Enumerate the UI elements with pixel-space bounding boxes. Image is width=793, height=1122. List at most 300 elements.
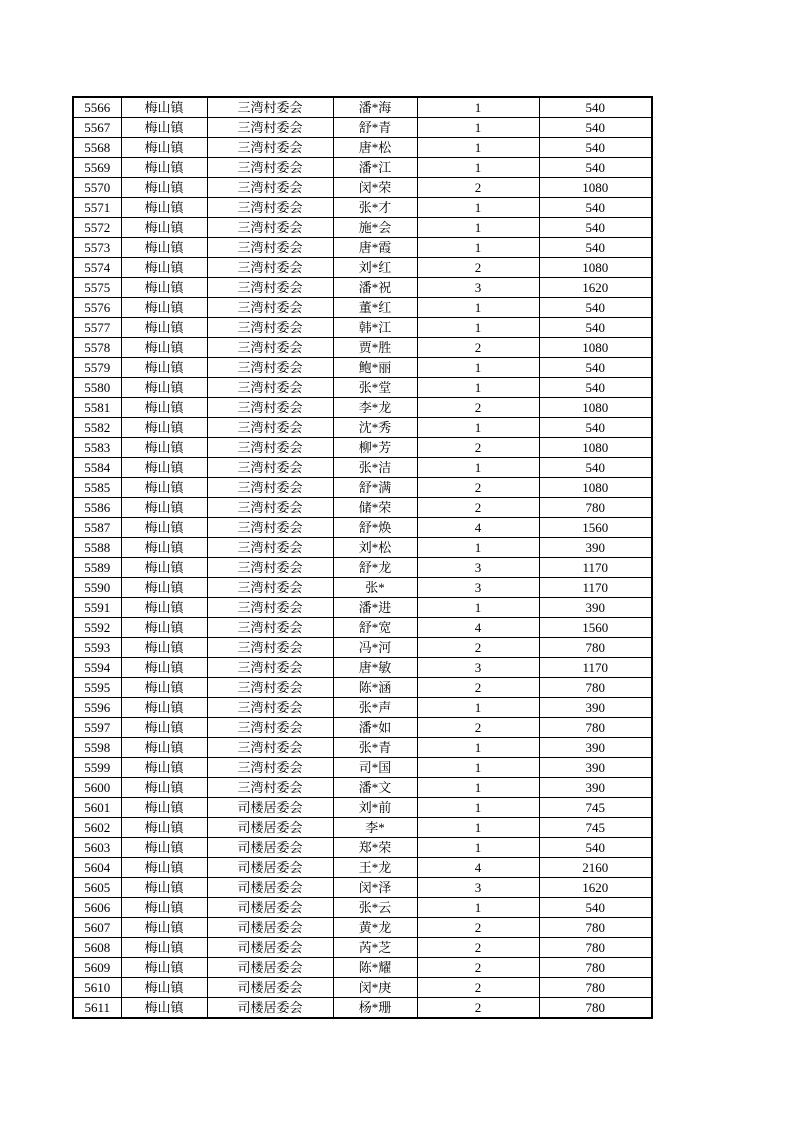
name-cell: 冯*河 — [333, 638, 417, 658]
count-cell: 1 — [417, 778, 539, 798]
name-cell: 杨*珊 — [333, 998, 417, 1019]
name-cell: 唐*敏 — [333, 658, 417, 678]
village-committee-cell: 司楼居委会 — [207, 958, 333, 978]
table-row — [73, 258, 652, 278]
town-cell: 梅山镇 — [121, 358, 207, 378]
village-committee-cell: 三湾村委会 — [207, 178, 333, 198]
town-cell: 梅山镇 — [121, 498, 207, 518]
village-committee-cell: 三湾村委会 — [207, 278, 333, 298]
table-row — [73, 518, 652, 538]
amount-cell: 390 — [539, 778, 652, 798]
count-cell: 1 — [417, 378, 539, 398]
table-row — [73, 238, 652, 258]
name-cell: 陈*耀 — [333, 958, 417, 978]
count-cell: 4 — [417, 858, 539, 878]
table-row — [73, 878, 652, 898]
table-row — [73, 998, 652, 1019]
table-row — [73, 398, 652, 418]
village-committee-cell: 司楼居委会 — [207, 878, 333, 898]
table-row — [73, 838, 652, 858]
record-number-cell: 5608 — [73, 938, 121, 958]
town-cell: 梅山镇 — [121, 938, 207, 958]
town-cell: 梅山镇 — [121, 398, 207, 418]
amount-cell: 780 — [539, 678, 652, 698]
record-number-cell: 5600 — [73, 778, 121, 798]
amount-cell: 1080 — [539, 398, 652, 418]
count-cell: 1 — [417, 758, 539, 778]
record-number-cell: 5580 — [73, 378, 121, 398]
count-cell: 1 — [417, 898, 539, 918]
town-cell: 梅山镇 — [121, 138, 207, 158]
amount-cell: 540 — [539, 218, 652, 238]
record-number-cell: 5599 — [73, 758, 121, 778]
village-committee-cell: 三湾村委会 — [207, 218, 333, 238]
amount-cell: 1560 — [539, 518, 652, 538]
table-row — [73, 638, 652, 658]
amount-cell: 390 — [539, 738, 652, 758]
name-cell: 张*青 — [333, 738, 417, 758]
count-cell: 1 — [417, 458, 539, 478]
table-row — [73, 618, 652, 638]
village-committee-cell: 司楼居委会 — [207, 998, 333, 1019]
town-cell: 梅山镇 — [121, 878, 207, 898]
name-cell: 唐*霞 — [333, 238, 417, 258]
count-cell: 1 — [417, 698, 539, 718]
village-committee-cell: 三湾村委会 — [207, 398, 333, 418]
table-row — [73, 858, 652, 878]
amount-cell: 1620 — [539, 878, 652, 898]
name-cell: 张*堂 — [333, 378, 417, 398]
town-cell: 梅山镇 — [121, 218, 207, 238]
record-number-cell: 5572 — [73, 218, 121, 238]
town-cell: 梅山镇 — [121, 178, 207, 198]
count-cell: 2 — [417, 918, 539, 938]
town-cell: 梅山镇 — [121, 298, 207, 318]
count-cell: 1 — [417, 238, 539, 258]
amount-cell: 780 — [539, 498, 652, 518]
village-committee-cell: 三湾村委会 — [207, 158, 333, 178]
record-number-cell: 5576 — [73, 298, 121, 318]
table-row — [73, 958, 652, 978]
town-cell: 梅山镇 — [121, 718, 207, 738]
town-cell: 梅山镇 — [121, 538, 207, 558]
roster-table — [72, 96, 653, 1019]
table-row — [73, 658, 652, 678]
table-row — [73, 158, 652, 178]
amount-cell: 2160 — [539, 858, 652, 878]
table-row — [73, 418, 652, 438]
amount-cell: 1080 — [539, 438, 652, 458]
village-committee-cell: 三湾村委会 — [207, 358, 333, 378]
count-cell: 1 — [417, 118, 539, 138]
name-cell: 刘*松 — [333, 538, 417, 558]
count-cell: 1 — [417, 298, 539, 318]
town-cell: 梅山镇 — [121, 518, 207, 538]
village-committee-cell: 三湾村委会 — [207, 778, 333, 798]
table-row — [73, 97, 652, 118]
table-row — [73, 678, 652, 698]
amount-cell: 1170 — [539, 658, 652, 678]
name-cell: 董*红 — [333, 298, 417, 318]
amount-cell: 1080 — [539, 258, 652, 278]
town-cell: 梅山镇 — [121, 858, 207, 878]
amount-cell: 780 — [539, 958, 652, 978]
name-cell: 闵*泽 — [333, 878, 417, 898]
village-committee-cell: 三湾村委会 — [207, 718, 333, 738]
table-row — [73, 558, 652, 578]
amount-cell: 540 — [539, 418, 652, 438]
name-cell: 潘*进 — [333, 598, 417, 618]
town-cell: 梅山镇 — [121, 458, 207, 478]
count-cell: 2 — [417, 938, 539, 958]
name-cell: 舒*青 — [333, 118, 417, 138]
amount-cell: 540 — [539, 238, 652, 258]
village-committee-cell: 三湾村委会 — [207, 438, 333, 458]
table-row — [73, 718, 652, 738]
name-cell: 张*云 — [333, 898, 417, 918]
name-cell: 芮*芝 — [333, 938, 417, 958]
town-cell: 梅山镇 — [121, 678, 207, 698]
town-cell: 梅山镇 — [121, 158, 207, 178]
village-committee-cell: 三湾村委会 — [207, 598, 333, 618]
roster-body — [73, 97, 652, 1018]
record-number-cell: 5567 — [73, 118, 121, 138]
name-cell: 张*才 — [333, 198, 417, 218]
town-cell: 梅山镇 — [121, 698, 207, 718]
name-cell: 舒*龙 — [333, 558, 417, 578]
count-cell: 1 — [417, 318, 539, 338]
record-number-cell: 5598 — [73, 738, 121, 758]
amount-cell: 540 — [539, 458, 652, 478]
count-cell: 1 — [417, 538, 539, 558]
village-committee-cell: 司楼居委会 — [207, 898, 333, 918]
count-cell: 3 — [417, 578, 539, 598]
name-cell: 潘*祝 — [333, 278, 417, 298]
count-cell: 2 — [417, 478, 539, 498]
name-cell: 潘*如 — [333, 718, 417, 738]
table-row — [73, 498, 652, 518]
amount-cell: 1560 — [539, 618, 652, 638]
town-cell: 梅山镇 — [121, 97, 207, 118]
table-row — [73, 818, 652, 838]
amount-cell: 540 — [539, 198, 652, 218]
name-cell: 闵*荣 — [333, 178, 417, 198]
amount-cell: 390 — [539, 758, 652, 778]
amount-cell: 540 — [539, 118, 652, 138]
count-cell: 1 — [417, 598, 539, 618]
name-cell: 李*龙 — [333, 398, 417, 418]
amount-cell: 390 — [539, 698, 652, 718]
record-number-cell: 5583 — [73, 438, 121, 458]
town-cell: 梅山镇 — [121, 198, 207, 218]
village-committee-cell: 三湾村委会 — [207, 498, 333, 518]
name-cell: 舒*宽 — [333, 618, 417, 638]
village-committee-cell: 三湾村委会 — [207, 318, 333, 338]
name-cell: 潘*江 — [333, 158, 417, 178]
record-number-cell: 5611 — [73, 998, 121, 1019]
town-cell: 梅山镇 — [121, 578, 207, 598]
count-cell: 1 — [417, 198, 539, 218]
village-committee-cell: 三湾村委会 — [207, 378, 333, 398]
town-cell: 梅山镇 — [121, 838, 207, 858]
count-cell: 2 — [417, 978, 539, 998]
record-number-cell: 5582 — [73, 418, 121, 438]
record-number-cell: 5590 — [73, 578, 121, 598]
table-row — [73, 438, 652, 458]
count-cell: 3 — [417, 878, 539, 898]
amount-cell: 540 — [539, 298, 652, 318]
record-number-cell: 5584 — [73, 458, 121, 478]
village-committee-cell: 三湾村委会 — [207, 258, 333, 278]
village-committee-cell: 三湾村委会 — [207, 638, 333, 658]
name-cell: 陈*涵 — [333, 678, 417, 698]
count-cell: 2 — [417, 998, 539, 1019]
table-row — [73, 218, 652, 238]
village-committee-cell: 三湾村委会 — [207, 298, 333, 318]
table-row — [73, 478, 652, 498]
record-number-cell: 5575 — [73, 278, 121, 298]
village-committee-cell: 司楼居委会 — [207, 838, 333, 858]
amount-cell: 1080 — [539, 338, 652, 358]
count-cell: 4 — [417, 518, 539, 538]
name-cell: 唐*松 — [333, 138, 417, 158]
name-cell: 刘*红 — [333, 258, 417, 278]
village-committee-cell: 三湾村委会 — [207, 238, 333, 258]
name-cell: 李* — [333, 818, 417, 838]
amount-cell: 540 — [539, 838, 652, 858]
town-cell: 梅山镇 — [121, 258, 207, 278]
name-cell: 沈*秀 — [333, 418, 417, 438]
town-cell: 梅山镇 — [121, 998, 207, 1019]
amount-cell: 1080 — [539, 178, 652, 198]
town-cell: 梅山镇 — [121, 478, 207, 498]
amount-cell: 1170 — [539, 558, 652, 578]
name-cell: 刘*前 — [333, 798, 417, 818]
table-row — [73, 178, 652, 198]
count-cell: 1 — [417, 218, 539, 238]
amount-cell: 745 — [539, 798, 652, 818]
count-cell: 2 — [417, 338, 539, 358]
count-cell: 1 — [417, 798, 539, 818]
count-cell: 1 — [417, 738, 539, 758]
town-cell: 梅山镇 — [121, 278, 207, 298]
record-number-cell: 5579 — [73, 358, 121, 378]
table-row — [73, 358, 652, 378]
amount-cell: 780 — [539, 718, 652, 738]
town-cell: 梅山镇 — [121, 958, 207, 978]
amount-cell: 540 — [539, 898, 652, 918]
name-cell: 潘*文 — [333, 778, 417, 798]
amount-cell: 540 — [539, 158, 652, 178]
name-cell: 潘*海 — [333, 97, 417, 118]
count-cell: 2 — [417, 498, 539, 518]
record-number-cell: 5603 — [73, 838, 121, 858]
table-row — [73, 918, 652, 938]
table-row — [73, 598, 652, 618]
table-row — [73, 738, 652, 758]
table-row — [73, 338, 652, 358]
village-committee-cell: 三湾村委会 — [207, 97, 333, 118]
count-cell: 4 — [417, 618, 539, 638]
count-cell: 1 — [417, 818, 539, 838]
town-cell: 梅山镇 — [121, 618, 207, 638]
amount-cell: 1170 — [539, 578, 652, 598]
record-number-cell: 5566 — [73, 97, 121, 118]
village-committee-cell: 三湾村委会 — [207, 198, 333, 218]
record-number-cell: 5609 — [73, 958, 121, 978]
town-cell: 梅山镇 — [121, 238, 207, 258]
record-number-cell: 5595 — [73, 678, 121, 698]
record-number-cell: 5585 — [73, 478, 121, 498]
name-cell: 储*荣 — [333, 498, 417, 518]
count-cell: 2 — [417, 638, 539, 658]
amount-cell: 390 — [539, 598, 652, 618]
table-row — [73, 938, 652, 958]
amount-cell: 540 — [539, 358, 652, 378]
record-number-cell: 5597 — [73, 718, 121, 738]
town-cell: 梅山镇 — [121, 318, 207, 338]
table-row — [73, 378, 652, 398]
town-cell: 梅山镇 — [121, 978, 207, 998]
amount-cell: 780 — [539, 918, 652, 938]
village-committee-cell: 三湾村委会 — [207, 578, 333, 598]
record-number-cell: 5586 — [73, 498, 121, 518]
table-row — [73, 898, 652, 918]
name-cell: 张*洁 — [333, 458, 417, 478]
table-row — [73, 578, 652, 598]
village-committee-cell: 三湾村委会 — [207, 738, 333, 758]
record-number-cell: 5587 — [73, 518, 121, 538]
record-number-cell: 5604 — [73, 858, 121, 878]
amount-cell: 540 — [539, 318, 652, 338]
amount-cell: 540 — [539, 97, 652, 118]
amount-cell: 540 — [539, 138, 652, 158]
village-committee-cell: 三湾村委会 — [207, 538, 333, 558]
count-cell: 1 — [417, 158, 539, 178]
table-row — [73, 698, 652, 718]
table-row — [73, 538, 652, 558]
count-cell: 3 — [417, 658, 539, 678]
town-cell: 梅山镇 — [121, 778, 207, 798]
record-number-cell: 5602 — [73, 818, 121, 838]
village-committee-cell: 三湾村委会 — [207, 138, 333, 158]
town-cell: 梅山镇 — [121, 918, 207, 938]
record-number-cell: 5596 — [73, 698, 121, 718]
count-cell: 1 — [417, 838, 539, 858]
record-number-cell: 5573 — [73, 238, 121, 258]
record-number-cell: 5574 — [73, 258, 121, 278]
table-row — [73, 198, 652, 218]
record-number-cell: 5592 — [73, 618, 121, 638]
town-cell: 梅山镇 — [121, 758, 207, 778]
town-cell: 梅山镇 — [121, 798, 207, 818]
village-committee-cell: 三湾村委会 — [207, 338, 333, 358]
village-committee-cell: 司楼居委会 — [207, 938, 333, 958]
table-row — [73, 298, 652, 318]
town-cell: 梅山镇 — [121, 338, 207, 358]
town-cell: 梅山镇 — [121, 818, 207, 838]
table-row — [73, 138, 652, 158]
town-cell: 梅山镇 — [121, 658, 207, 678]
record-number-cell: 5570 — [73, 178, 121, 198]
amount-cell: 780 — [539, 998, 652, 1019]
village-committee-cell: 司楼居委会 — [207, 918, 333, 938]
town-cell: 梅山镇 — [121, 738, 207, 758]
count-cell: 3 — [417, 558, 539, 578]
record-number-cell: 5578 — [73, 338, 121, 358]
name-cell: 柳*芳 — [333, 438, 417, 458]
count-cell: 2 — [417, 258, 539, 278]
village-committee-cell: 三湾村委会 — [207, 658, 333, 678]
village-committee-cell: 三湾村委会 — [207, 418, 333, 438]
town-cell: 梅山镇 — [121, 418, 207, 438]
table-row — [73, 458, 652, 478]
amount-cell: 390 — [539, 538, 652, 558]
record-number-cell: 5607 — [73, 918, 121, 938]
amount-cell: 780 — [539, 638, 652, 658]
count-cell: 2 — [417, 178, 539, 198]
record-number-cell: 5610 — [73, 978, 121, 998]
village-committee-cell: 司楼居委会 — [207, 858, 333, 878]
name-cell: 施*会 — [333, 218, 417, 238]
count-cell: 1 — [417, 138, 539, 158]
town-cell: 梅山镇 — [121, 378, 207, 398]
record-number-cell: 5571 — [73, 198, 121, 218]
village-committee-cell: 三湾村委会 — [207, 558, 333, 578]
name-cell: 贾*胜 — [333, 338, 417, 358]
count-cell: 2 — [417, 438, 539, 458]
table-row — [73, 278, 652, 298]
name-cell: 王*龙 — [333, 858, 417, 878]
table-row — [73, 978, 652, 998]
record-number-cell: 5591 — [73, 598, 121, 618]
village-committee-cell: 司楼居委会 — [207, 818, 333, 838]
town-cell: 梅山镇 — [121, 598, 207, 618]
town-cell: 梅山镇 — [121, 558, 207, 578]
village-committee-cell: 司楼居委会 — [207, 798, 333, 818]
record-number-cell: 5593 — [73, 638, 121, 658]
town-cell: 梅山镇 — [121, 438, 207, 458]
table-row — [73, 778, 652, 798]
village-committee-cell: 三湾村委会 — [207, 698, 333, 718]
record-number-cell: 5605 — [73, 878, 121, 898]
village-committee-cell: 三湾村委会 — [207, 618, 333, 638]
village-committee-cell: 三湾村委会 — [207, 678, 333, 698]
record-number-cell: 5568 — [73, 138, 121, 158]
record-number-cell: 5569 — [73, 158, 121, 178]
town-cell: 梅山镇 — [121, 118, 207, 138]
record-number-cell: 5601 — [73, 798, 121, 818]
town-cell: 梅山镇 — [121, 638, 207, 658]
name-cell: 韩*江 — [333, 318, 417, 338]
name-cell: 鲍*丽 — [333, 358, 417, 378]
record-number-cell: 5594 — [73, 658, 121, 678]
amount-cell: 540 — [539, 378, 652, 398]
count-cell: 1 — [417, 358, 539, 378]
record-number-cell: 5577 — [73, 318, 121, 338]
record-number-cell: 5589 — [73, 558, 121, 578]
count-cell: 2 — [417, 398, 539, 418]
amount-cell: 780 — [539, 978, 652, 998]
count-cell: 2 — [417, 678, 539, 698]
village-committee-cell: 三湾村委会 — [207, 758, 333, 778]
name-cell: 舒*焕 — [333, 518, 417, 538]
table-row — [73, 318, 652, 338]
count-cell: 2 — [417, 958, 539, 978]
village-committee-cell: 三湾村委会 — [207, 478, 333, 498]
table-row — [73, 798, 652, 818]
town-cell: 梅山镇 — [121, 898, 207, 918]
